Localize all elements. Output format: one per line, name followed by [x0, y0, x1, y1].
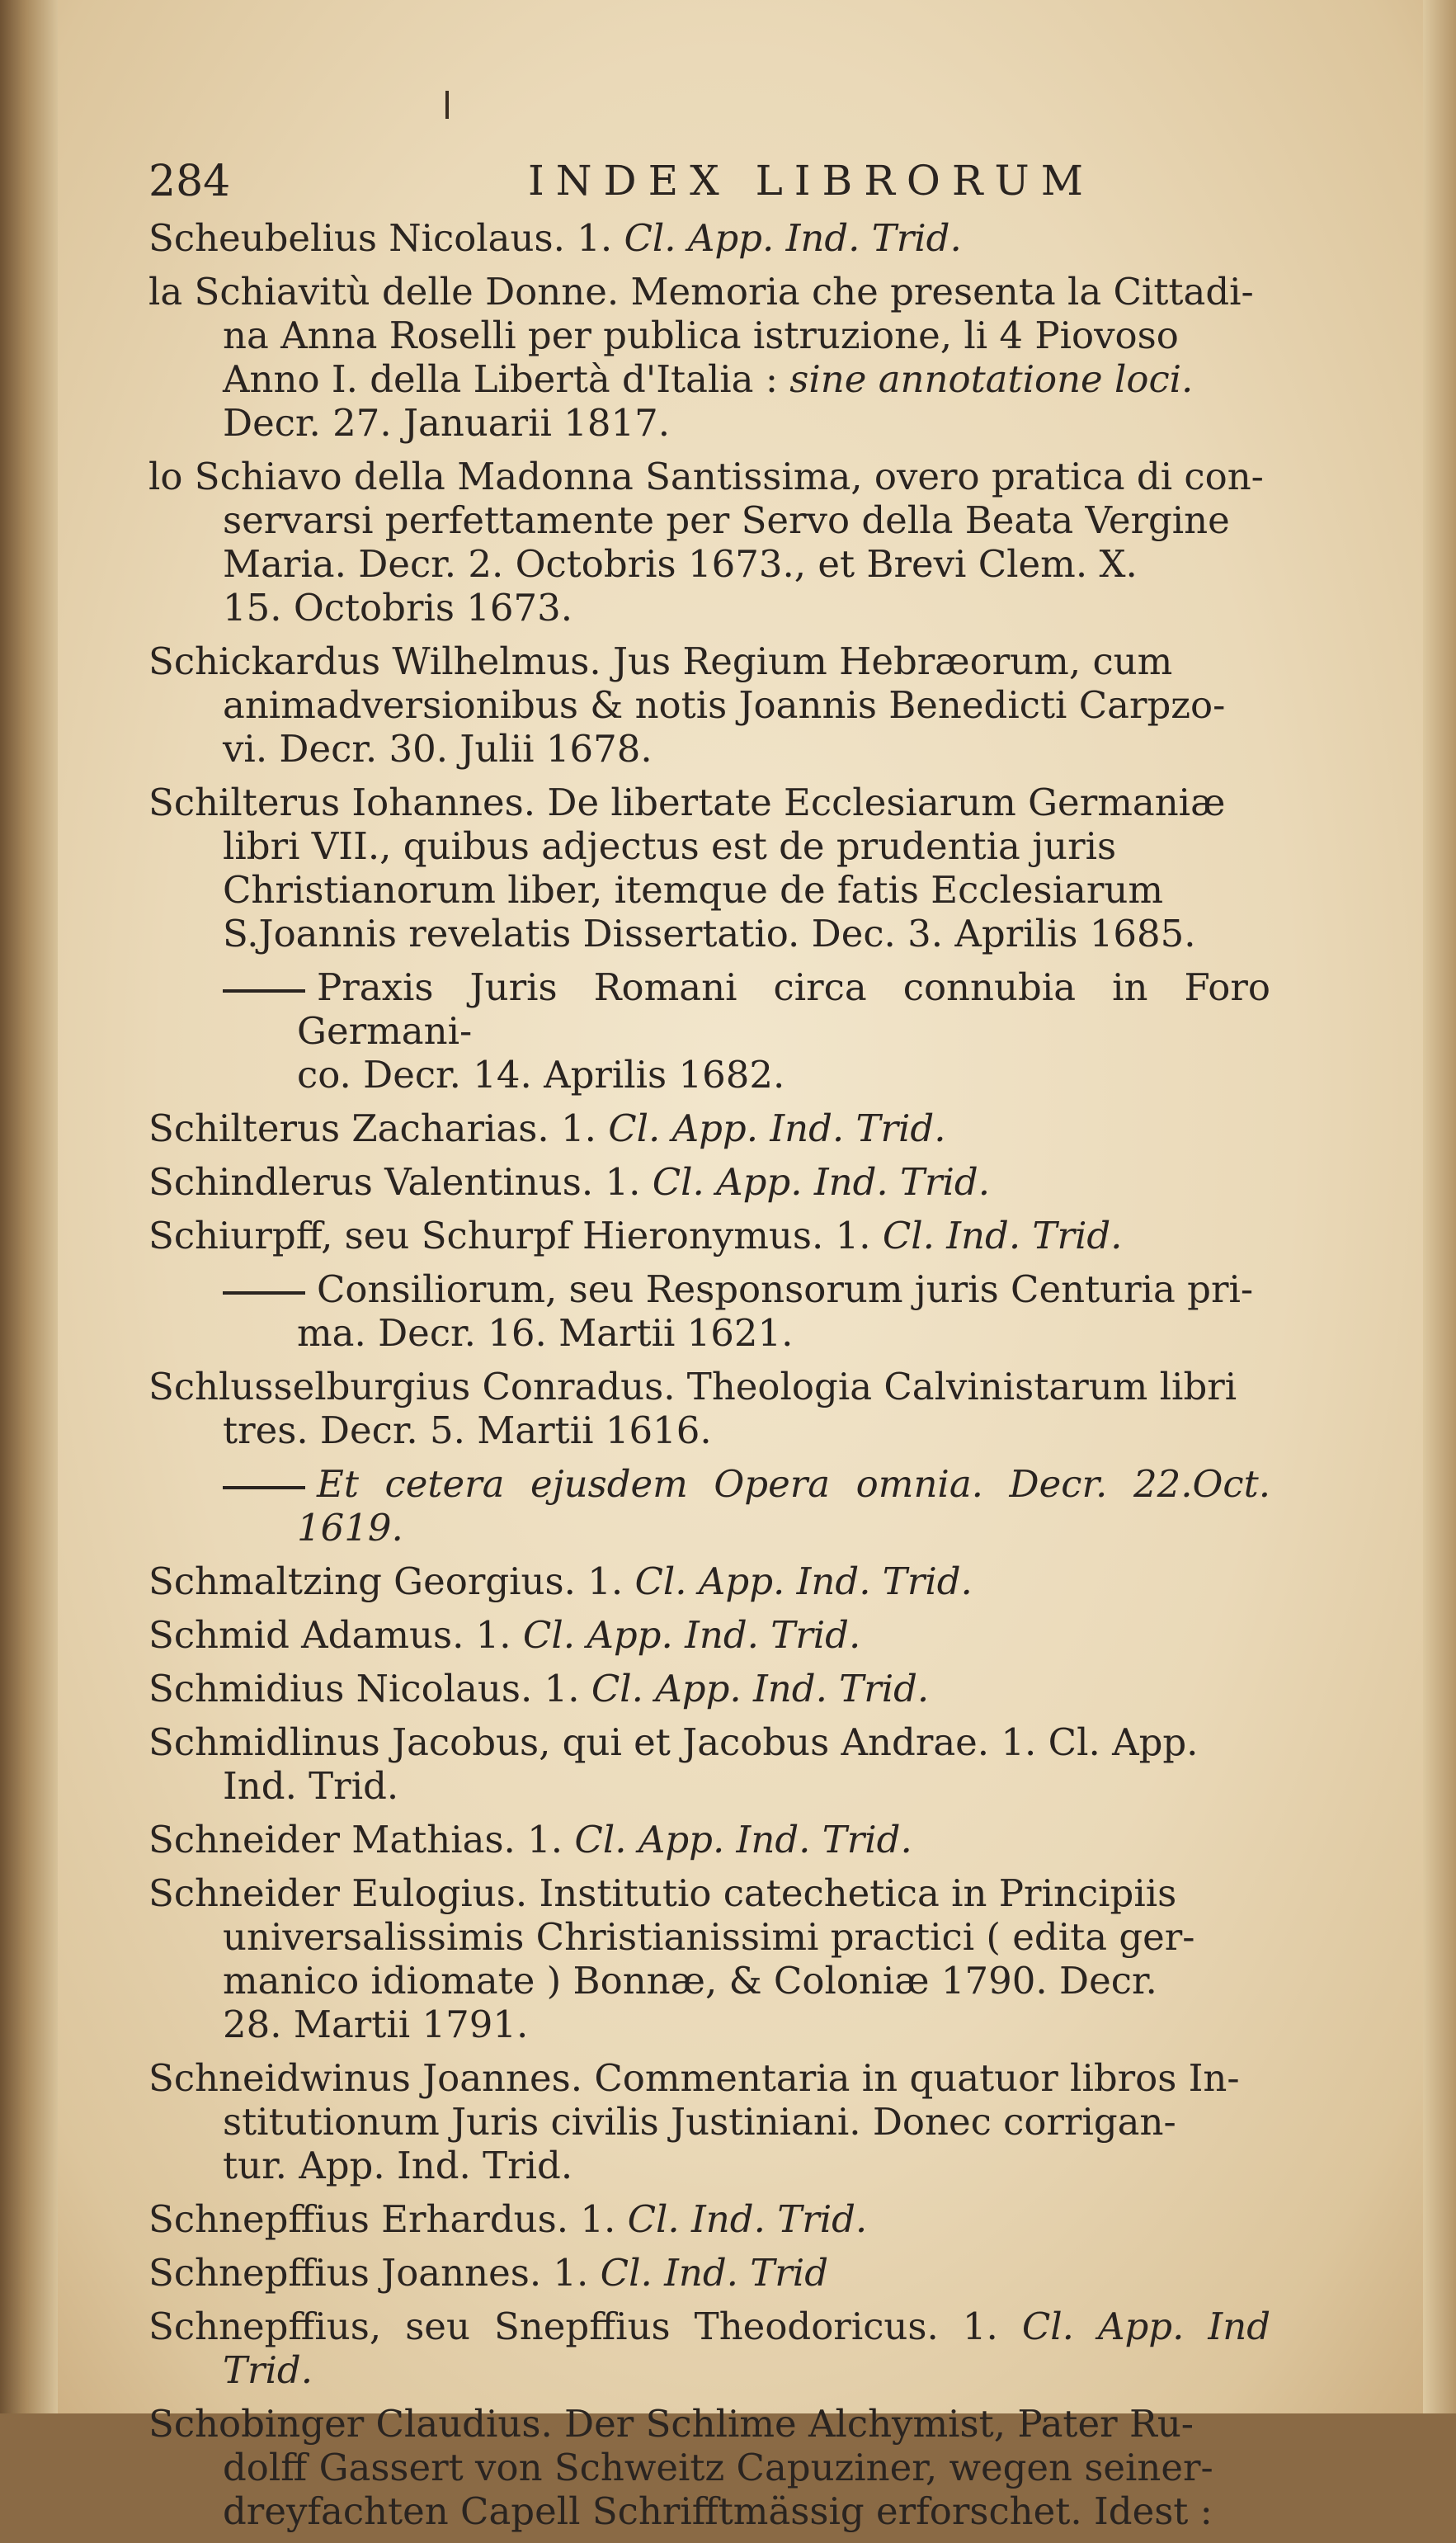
index-entry — [148, 781, 1270, 955]
page-edge — [1423, 0, 1456, 2413]
entry-text: stitutionum Juris civilis Justiniani. Donec corrigan- — [223, 2100, 1176, 2144]
entry-text: Schneider Mathias. 1. — [148, 1818, 575, 1861]
entry-text: Praxis Juris Romani circa connubia in Foro Germani- — [297, 965, 1270, 1053]
entry-text: Maria. Decr. 2. Octobris 1673., et Brevi Clem. X. — [223, 542, 1138, 586]
entry-text: vi. Decr. 30. Julii 1678. — [223, 727, 653, 771]
entry-text: Et cetera ejusdem Opera omnia. Decr. 22.Oct. 1619. — [297, 1462, 1270, 1550]
entry-text: Schilterus Zacharias. 1. — [148, 1106, 609, 1150]
entry-text: Cl. Ind. Trid. — [882, 1214, 1123, 1257]
entry-text: universalissimis Christianissimi practici ( edita ger- — [223, 1915, 1195, 1959]
entry-text: Schneider Eulogius. Institutio catechetica in Principiis — [148, 1871, 1177, 1915]
index-entry — [148, 1365, 1270, 1452]
entry-text: 15. Octobris 1673. — [223, 586, 573, 630]
entry-text: S.Joannis revelatis Dissertatio. Dec. 3. Aprilis 1685. — [223, 912, 1196, 955]
entry-text: Schnepffius Erhardus. 1. — [148, 2197, 628, 2241]
entry-text: Cl. Ind. Trid. — [627, 2197, 868, 2241]
ditto-dash — [223, 989, 305, 993]
entry-text: Consiliorum, seu Responsorum juris Centuria pri- — [317, 1267, 1254, 1311]
index-entry — [148, 1214, 1270, 1257]
index-entry — [148, 2305, 1270, 2392]
entry-text: animadversionibus & notis Joannis Benedicti Carpzo- — [223, 683, 1226, 727]
entry-text: Schmidius Nicolaus. 1. — [148, 1667, 591, 1710]
entry-text: dreyfachten Capell Schrifftmässig erforschet. Idest : — [223, 2489, 1213, 2533]
entry-text: ma. Decr. 16. Martii 1621. — [297, 1311, 794, 1355]
index-entry — [148, 1818, 1270, 1861]
ditto-dash — [223, 1291, 305, 1295]
index-entry — [148, 1462, 1270, 1550]
entry-text: Cl. App. Ind. Trid. — [634, 1559, 973, 1603]
entry-text: Schickardus Wilhelmus. Jus Regium Hebræorum, cum — [148, 639, 1173, 683]
index-entry — [148, 1267, 1270, 1355]
page-header — [148, 157, 1221, 206]
index-entry — [148, 1871, 1270, 2046]
index-entry — [148, 1613, 1270, 1657]
entry-text: Anno I. della Libertà d'Italia : — [223, 357, 778, 401]
entry-text: manico idiomate ) Bonnæ, & Coloniæ 1790. Decr. — [223, 1959, 1157, 2003]
index-entries — [148, 216, 1270, 2543]
index-entry — [148, 1559, 1270, 1603]
index-entry — [148, 216, 1270, 260]
index-entry — [148, 2251, 1270, 2295]
index-entry — [148, 2197, 1270, 2241]
entry-text: Schmid Adamus. 1. — [148, 1613, 523, 1657]
ink-mark — [445, 91, 449, 119]
index-entry — [148, 455, 1270, 630]
entry-text: Christianorum liber, itemque de fatis Ecclesiarum — [223, 868, 1164, 912]
entry-text: Schnepffius Joannes. 1. — [148, 2251, 601, 2295]
running-head: INDEX LIBRORUM — [528, 157, 1095, 205]
entry-text: Schmidlinus Jacobus, qui et Jacobus Andrae. 1. Cl. App. — [148, 1720, 1199, 1764]
entry-text: Schmaltzing Georgius. 1. — [148, 1559, 635, 1603]
entry-text: Schlusselburgius Conradus. Theologia Calvinistarum libri — [148, 1365, 1237, 1408]
entry-text: Schilterus Iohannes. De libertate Ecclesiarum Germaniæ — [148, 781, 1226, 824]
entry-text: Decr. 27. Januarii 1817. — [223, 401, 671, 445]
entry-text: tres. Decr. 5. Martii 1616. — [223, 1408, 712, 1452]
entry-text: Schnepffius, seu Snepffius Theodoricus. 1. — [148, 2305, 1022, 2348]
entry-text: Ind. Trid. — [223, 1764, 399, 1808]
entry-text: Schiurpff, seu Schurpf Hieronymus. 1. — [148, 1214, 883, 1257]
index-entry — [148, 1106, 1270, 1150]
page-number: 284 — [148, 157, 231, 206]
entry-text: Cl. App. Ind. Trid. — [652, 1160, 991, 1204]
entry-text: Schobinger Claudius. Der Schlime Alchymist, Pater Ru- — [148, 2402, 1194, 2446]
entry-text: servarsi perfettamente per Servo della Beata Vergine — [223, 498, 1230, 542]
index-entry — [148, 965, 1270, 1097]
entry-text: dolff Gassert von Schweitz Capuziner, wegen seiner- — [223, 2446, 1213, 2489]
entry-text: Cl. App. Ind. Trid. — [591, 1667, 930, 1710]
entry-text: Cl. App. Ind. Trid. — [522, 1613, 861, 1657]
entry-text: lo Schiavo della Madonna Santissima, overo pratica di con- — [148, 455, 1264, 498]
entry-text: Schindlerus Valentinus. 1. — [148, 1160, 653, 1204]
entry-text: sine annotatione loci. — [789, 357, 1194, 401]
index-entry — [148, 2402, 1270, 2533]
entry-text: tur. App. Ind. Trid. — [223, 2144, 573, 2187]
ditto-dash — [223, 1486, 305, 1489]
index-entry — [148, 639, 1270, 771]
entry-text: Cl. App. Ind. Trid. — [574, 1818, 912, 1861]
index-entry — [148, 1667, 1270, 1710]
entry-text: Cl. Ind. Trid — [600, 2251, 828, 2295]
index-entry — [148, 1160, 1270, 1204]
entry-text: la Schiavitù delle Donne. Memoria che presenta la Cittadi- — [148, 270, 1254, 314]
index-entry — [148, 270, 1270, 445]
entry-text: Cl. App. Ind. Trid. — [608, 1106, 946, 1150]
entry-text: Scheubelius Nicolaus. 1. — [148, 216, 624, 260]
entry-text: 28. Martii 1791. — [223, 2003, 529, 2046]
entry-text: libri VII., quibus adjectus est de prudentia juris — [223, 824, 1117, 868]
index-entry — [148, 1720, 1270, 1808]
entry-text: Cl. App. Ind Trid. — [223, 2305, 1270, 2392]
entry-text: Cl. App. Ind. Trid. — [624, 216, 962, 260]
entry-text: na Anna Roselli per publica istruzione, li 4 Piovoso — [223, 314, 1179, 357]
binding-shadow — [0, 0, 58, 2413]
entry-text: Schneidwinus Joannes. Commentaria in quatuor libros In- — [148, 2056, 1240, 2100]
index-entry — [148, 2056, 1270, 2187]
entry-text: co. Decr. 14. Aprilis 1682. — [297, 1053, 785, 1097]
